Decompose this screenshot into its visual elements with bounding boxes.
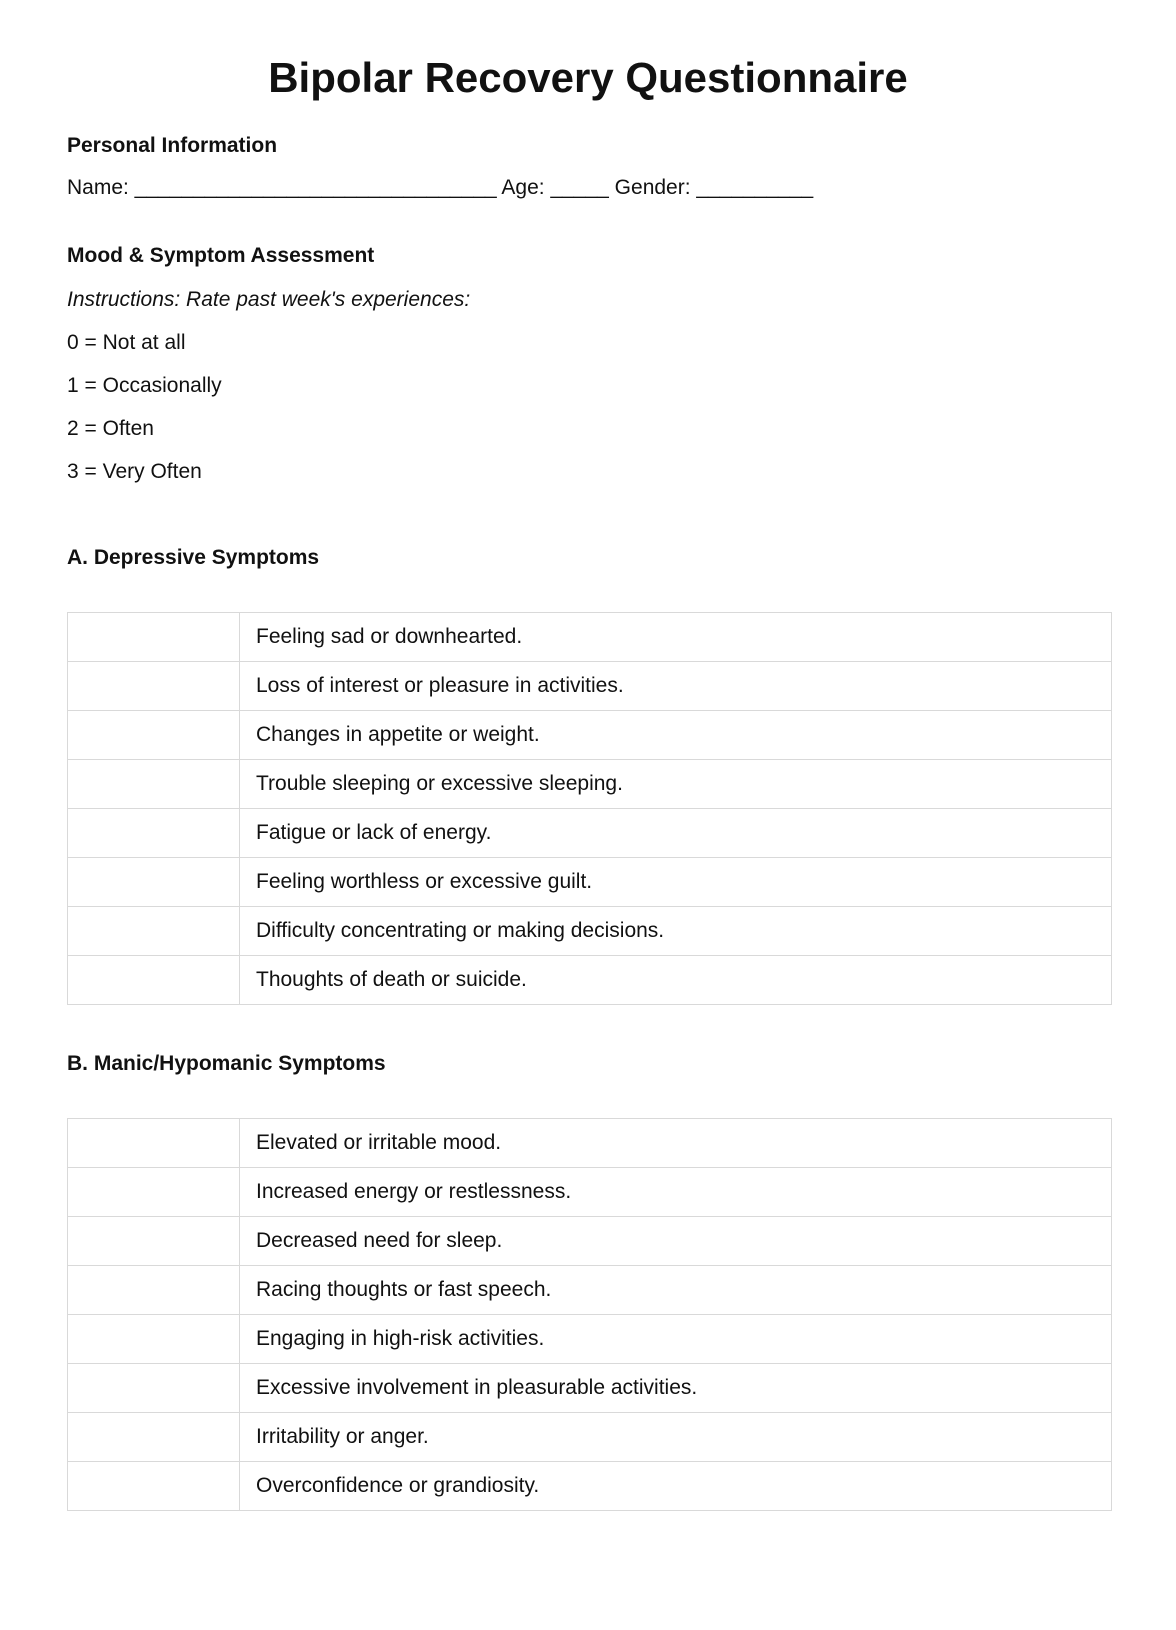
symptom-cell: Feeling worthless or excessive guilt.	[240, 858, 1112, 907]
scale-item: 0 = Not at all	[67, 331, 186, 354]
rating-instructions: Instructions: Rate past week's experiences:	[67, 288, 471, 311]
score-cell[interactable]	[68, 711, 240, 760]
table-row	[68, 1413, 1112, 1462]
score-cell[interactable]	[68, 1315, 240, 1364]
table-row	[68, 711, 1112, 760]
score-cell[interactable]	[68, 1462, 240, 1511]
score-cell[interactable]	[68, 858, 240, 907]
table-row	[68, 1168, 1112, 1217]
table-row	[68, 1266, 1112, 1315]
table-row	[68, 662, 1112, 711]
manic-symptoms-table	[67, 1118, 1112, 1511]
symptom-cell: Engaging in high-risk activities.	[240, 1315, 1112, 1364]
symptom-cell: Thoughts of death or suicide.	[240, 956, 1112, 1005]
table-row	[68, 956, 1112, 1005]
symptom-cell: Changes in appetite or weight.	[240, 711, 1112, 760]
table-row	[68, 1315, 1112, 1364]
manic-symptoms-heading: B. Manic/Hypomanic Symptoms	[67, 1052, 386, 1075]
table-row	[68, 1217, 1112, 1266]
symptom-cell: Difficulty concentrating or making decisions.	[240, 907, 1112, 956]
symptom-cell: Trouble sleeping or excessive sleeping.	[240, 760, 1112, 809]
symptom-cell: Excessive involvement in pleasurable activities.	[240, 1364, 1112, 1413]
table-row	[68, 760, 1112, 809]
depressive-symptoms-heading: A. Depressive Symptoms	[67, 546, 320, 569]
score-cell[interactable]	[68, 809, 240, 858]
score-cell[interactable]	[68, 1119, 240, 1168]
score-cell[interactable]	[68, 1168, 240, 1217]
symptom-cell: Fatigue or lack of energy.	[240, 809, 1112, 858]
depressive-symptoms-table	[67, 612, 1112, 1005]
score-cell[interactable]	[68, 760, 240, 809]
symptom-cell: Loss of interest or pleasure in activities.	[240, 662, 1112, 711]
score-cell[interactable]	[68, 613, 240, 662]
table-row	[68, 613, 1112, 662]
scale-item: 3 = Very Often	[67, 460, 202, 483]
personal-information-heading: Personal Information	[67, 134, 278, 157]
document-title: Bipolar Recovery Questionnaire	[268, 54, 908, 101]
scale-item: 2 = Often	[67, 417, 154, 440]
table-row	[68, 858, 1112, 907]
table-row	[68, 1364, 1112, 1413]
scale-item: 1 = Occasionally	[67, 374, 222, 397]
symptom-cell: Irritability or anger.	[240, 1413, 1112, 1462]
score-cell[interactable]	[68, 956, 240, 1005]
score-cell[interactable]	[68, 907, 240, 956]
symptom-cell: Overconfidence or grandiosity.	[240, 1462, 1112, 1511]
symptom-cell: Racing thoughts or fast speech.	[240, 1266, 1112, 1315]
score-cell[interactable]	[68, 662, 240, 711]
symptom-cell: Decreased need for sleep.	[240, 1217, 1112, 1266]
score-cell[interactable]	[68, 1217, 240, 1266]
score-cell[interactable]	[68, 1413, 240, 1462]
personal-information-fields[interactable]: Name: _______________________________ Age: _____ Gender: __________	[67, 176, 814, 199]
table-row	[68, 1119, 1112, 1168]
score-cell[interactable]	[68, 1266, 240, 1315]
table-row	[68, 1462, 1112, 1511]
score-cell[interactable]	[68, 1364, 240, 1413]
symptom-cell: Elevated or irritable mood.	[240, 1119, 1112, 1168]
table-row	[68, 907, 1112, 956]
symptom-cell: Feeling sad or downhearted.	[240, 613, 1112, 662]
mood-assessment-heading: Mood & Symptom Assessment	[67, 244, 375, 267]
symptom-cell: Increased energy or restlessness.	[240, 1168, 1112, 1217]
table-row	[68, 809, 1112, 858]
